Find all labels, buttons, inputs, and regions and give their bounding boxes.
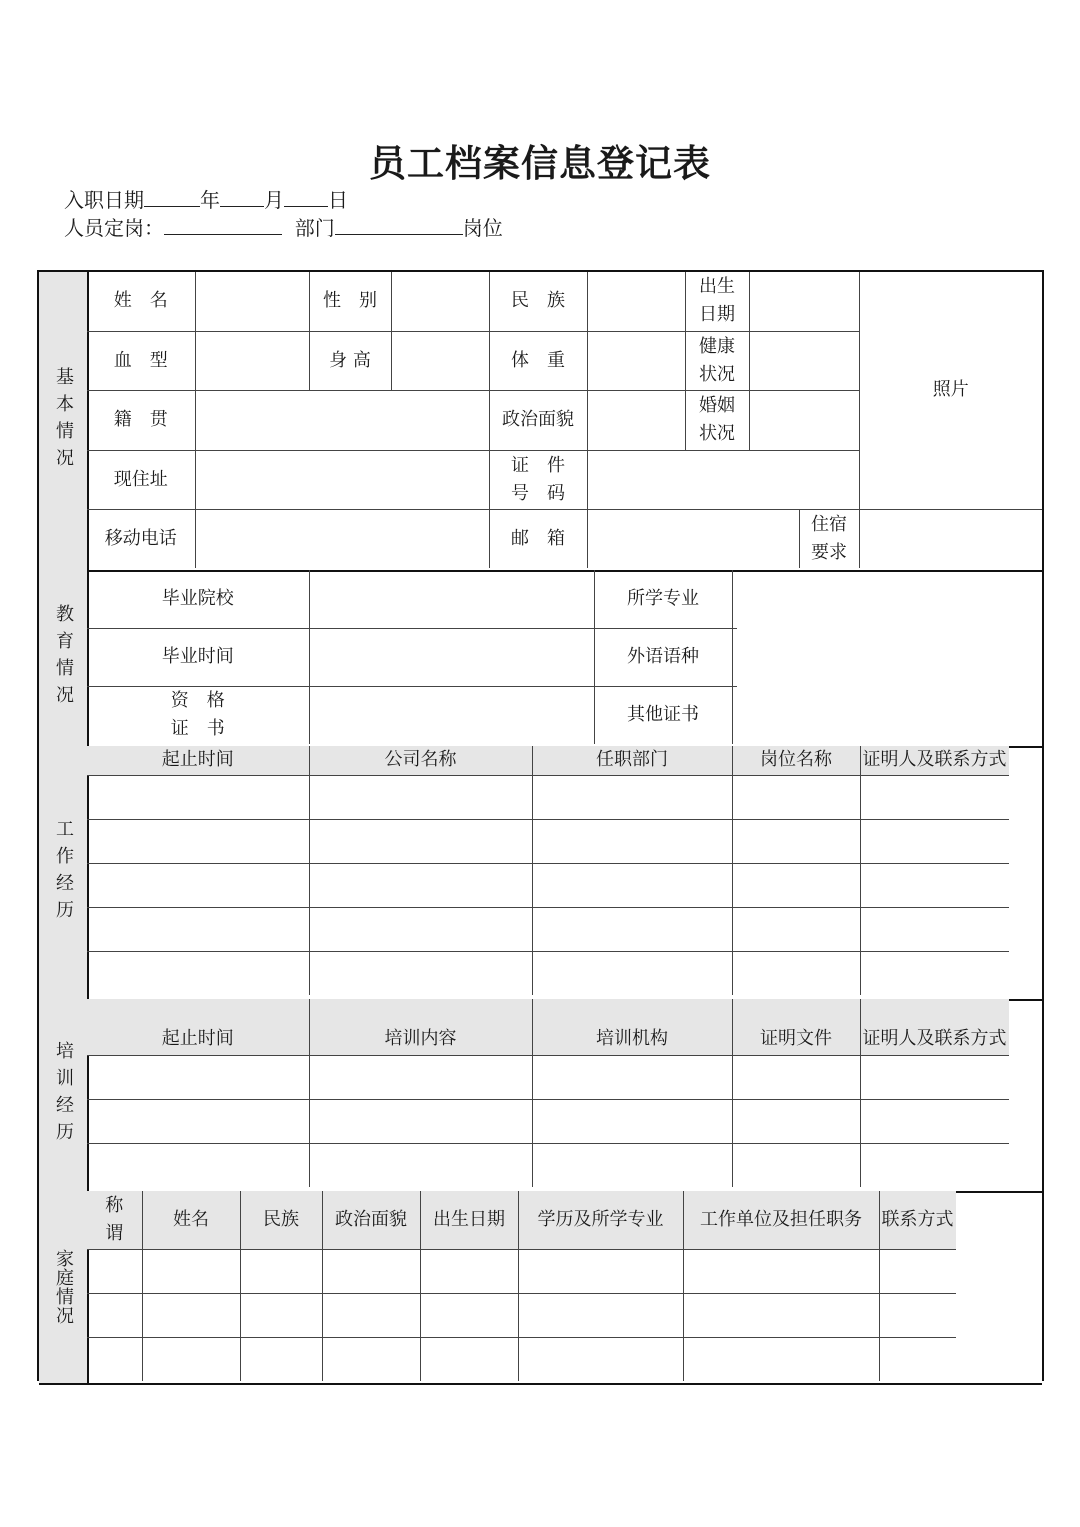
training-cell[interactable] <box>309 1099 532 1143</box>
birth-field[interactable] <box>749 272 859 331</box>
email-field[interactable] <box>587 509 799 568</box>
id-number-field[interactable] <box>587 450 859 509</box>
work-cell[interactable] <box>309 775 532 819</box>
school-label: 毕业院校 <box>87 570 309 628</box>
height-field[interactable] <box>391 331 489 390</box>
family-cell[interactable] <box>518 1249 683 1293</box>
assignment-blank[interactable] <box>164 214 282 235</box>
education-table <box>87 570 737 744</box>
family-cell[interactable] <box>322 1337 420 1381</box>
assignment-label: 人员定岗： <box>64 216 164 240</box>
dorm-label: 住宿要求 <box>799 509 859 568</box>
training-cell[interactable] <box>732 1055 860 1099</box>
training-cell[interactable] <box>87 1143 309 1187</box>
dept-blank[interactable] <box>335 214 463 235</box>
family-header: 出生日期 <box>420 1191 518 1249</box>
family-cell[interactable] <box>518 1337 683 1381</box>
birth-label: 出生日期 <box>685 272 749 331</box>
work-cell[interactable] <box>860 819 1009 863</box>
work-header: 公司名称 <box>309 746 532 775</box>
work-cell[interactable] <box>732 863 860 907</box>
major-label: 所学专业 <box>594 570 732 628</box>
language-field[interactable] <box>732 628 737 686</box>
family-cell[interactable] <box>322 1249 420 1293</box>
registration-form <box>37 270 1044 1381</box>
school-field[interactable] <box>309 570 594 628</box>
training-section-label: 培训经历 <box>39 999 89 1191</box>
work-cell[interactable] <box>532 819 732 863</box>
gender-label: 性 别 <box>309 272 391 331</box>
family-cell[interactable] <box>142 1337 240 1381</box>
work-cell[interactable] <box>87 819 309 863</box>
blood-label: 血 型 <box>87 331 195 390</box>
family-cell[interactable] <box>87 1337 142 1381</box>
training-header: 培训内容 <box>309 999 532 1055</box>
family-cell[interactable] <box>240 1337 322 1381</box>
table-row <box>87 951 1009 995</box>
basic-section-label: 基本情况 <box>39 272 89 570</box>
entry-date-line <box>64 186 348 214</box>
work-cell[interactable] <box>87 775 309 819</box>
table-row <box>87 1249 956 1293</box>
family-cell[interactable] <box>683 1293 879 1337</box>
work-cell[interactable] <box>309 951 532 995</box>
gender-field[interactable] <box>391 272 489 331</box>
work-section <box>39 746 1042 1001</box>
training-section <box>39 999 1042 1193</box>
training-header: 证明文件 <box>732 999 860 1055</box>
family-cell[interactable] <box>879 1293 956 1337</box>
family-cell[interactable] <box>240 1249 322 1293</box>
family-cell[interactable] <box>142 1293 240 1337</box>
basic-table <box>87 272 1042 568</box>
work-cell[interactable] <box>309 819 532 863</box>
height-label: 身 高 <box>309 331 391 390</box>
weight-label: 体 重 <box>489 331 587 390</box>
work-table <box>87 746 1009 995</box>
training-cell[interactable] <box>732 1143 860 1187</box>
work-cell[interactable] <box>532 775 732 819</box>
training-header: 起止时间 <box>87 999 309 1055</box>
family-cell[interactable] <box>240 1293 322 1337</box>
name-label: 姓 名 <box>87 272 195 331</box>
family-cell[interactable] <box>87 1249 142 1293</box>
family-cell[interactable] <box>87 1293 142 1337</box>
political-label: 政治面貌 <box>489 390 587 450</box>
table-row <box>87 1293 956 1337</box>
year-label: 年 <box>200 188 220 212</box>
family-header: 姓名 <box>142 1191 240 1249</box>
training-cell[interactable] <box>309 1055 532 1099</box>
family-section-label: 家庭情况 <box>39 1191 89 1383</box>
family-cell[interactable] <box>683 1337 879 1381</box>
work-header: 起止时间 <box>87 746 309 775</box>
family-header: 称谓 <box>87 1191 142 1249</box>
year-blank[interactable] <box>144 186 200 207</box>
form-title: 员工档案信息登记表 <box>369 141 711 185</box>
work-cell[interactable] <box>860 951 1009 995</box>
work-cell[interactable] <box>309 863 532 907</box>
day-label: 日 <box>328 188 348 212</box>
family-table <box>87 1191 956 1381</box>
family-cell[interactable] <box>420 1337 518 1381</box>
work-cell[interactable] <box>860 907 1009 951</box>
work-cell[interactable] <box>532 951 732 995</box>
family-section <box>39 1191 1042 1385</box>
family-cell[interactable] <box>518 1293 683 1337</box>
training-cell[interactable] <box>87 1055 309 1099</box>
family-header: 政治面貌 <box>322 1191 420 1249</box>
political-field[interactable] <box>587 390 685 450</box>
training-cell[interactable] <box>309 1143 532 1187</box>
family-header: 工作单位及担任职务 <box>683 1191 879 1249</box>
marital-label: 婚姻状况 <box>685 390 749 450</box>
ethnicity-label: 民 族 <box>489 272 587 331</box>
other-cert-field[interactable] <box>732 686 737 744</box>
training-table <box>87 999 1009 1187</box>
language-label: 外语语种 <box>594 628 732 686</box>
month-label: 月 <box>264 188 284 212</box>
photo-box[interactable]: 照片 <box>859 272 1042 509</box>
work-cell[interactable] <box>87 907 309 951</box>
table-row <box>87 1055 1009 1099</box>
training-header: 证明人及联系方式 <box>860 999 1009 1055</box>
work-cell[interactable] <box>860 775 1009 819</box>
basic-section <box>39 272 1042 572</box>
work-header: 证明人及联系方式 <box>860 746 1009 775</box>
table-row <box>87 775 1009 819</box>
blood-field[interactable] <box>195 331 309 390</box>
training-header: 培训机构 <box>532 999 732 1055</box>
education-section-label: 教育情况 <box>39 570 89 746</box>
table-row <box>87 907 1009 951</box>
ethnicity-field[interactable] <box>587 272 685 331</box>
training-cell[interactable] <box>532 1143 732 1187</box>
training-cell[interactable] <box>532 1099 732 1143</box>
work-cell[interactable] <box>87 951 309 995</box>
work-header: 岗位名称 <box>732 746 860 775</box>
family-header: 民族 <box>240 1191 322 1249</box>
training-cell[interactable] <box>87 1099 309 1143</box>
other-cert-label: 其他证书 <box>594 686 732 744</box>
family-header: 学历及所学专业 <box>518 1191 683 1249</box>
entry-date-label: 入职日期 <box>64 188 144 212</box>
address-label: 现住址 <box>87 450 195 509</box>
cert-label: 资 格证 书 <box>87 686 309 744</box>
training-cell[interactable] <box>860 1143 1009 1187</box>
mobile-field[interactable] <box>195 509 489 568</box>
family-cell[interactable] <box>420 1293 518 1337</box>
position-label: 岗位 <box>462 216 503 240</box>
work-cell[interactable] <box>309 907 532 951</box>
work-cell[interactable] <box>732 951 860 995</box>
major-field[interactable] <box>732 570 737 628</box>
table-row <box>87 1337 956 1381</box>
day-blank[interactable] <box>284 186 328 207</box>
grad-time-field[interactable] <box>309 628 594 686</box>
work-section-label: 工作经历 <box>39 746 89 999</box>
dorm-field[interactable] <box>859 509 1042 568</box>
work-cell[interactable] <box>732 775 860 819</box>
address-field[interactable] <box>195 450 489 509</box>
training-cell[interactable] <box>732 1099 860 1143</box>
work-cell[interactable] <box>732 819 860 863</box>
family-cell[interactable] <box>142 1249 240 1293</box>
email-label: 邮 箱 <box>489 509 587 568</box>
name-field[interactable] <box>195 272 309 331</box>
training-cell[interactable] <box>532 1055 732 1099</box>
cert-field[interactable] <box>309 686 594 744</box>
table-row <box>87 863 1009 907</box>
health-label: 健康状况 <box>685 331 749 390</box>
training-cell[interactable] <box>860 1099 1009 1143</box>
family-cell[interactable] <box>420 1249 518 1293</box>
origin-field[interactable] <box>195 390 489 450</box>
marital-field[interactable] <box>749 390 859 450</box>
work-cell[interactable] <box>532 863 732 907</box>
origin-label: 籍 贯 <box>87 390 195 450</box>
dept-label: 部门 <box>294 216 335 240</box>
family-cell[interactable] <box>879 1337 956 1381</box>
work-header: 任职部门 <box>532 746 732 775</box>
family-header: 联系方式 <box>879 1191 956 1249</box>
education-section <box>39 570 1042 748</box>
grad-time-label: 毕业时间 <box>87 628 309 686</box>
table-row <box>87 1099 1009 1143</box>
weight-field[interactable] <box>587 331 685 390</box>
work-cell[interactable] <box>532 907 732 951</box>
work-cell[interactable] <box>732 907 860 951</box>
health-field[interactable] <box>749 331 859 390</box>
table-row <box>87 1143 1009 1187</box>
training-cell[interactable] <box>860 1055 1009 1099</box>
month-blank[interactable] <box>220 186 264 207</box>
assignment-line <box>64 214 503 242</box>
id-number-label: 证 件号 码 <box>489 450 587 509</box>
work-cell[interactable] <box>87 863 309 907</box>
family-cell[interactable] <box>683 1249 879 1293</box>
table-row <box>87 819 1009 863</box>
work-cell[interactable] <box>860 863 1009 907</box>
family-cell[interactable] <box>879 1249 956 1293</box>
family-cell[interactable] <box>322 1293 420 1337</box>
mobile-label: 移动电话 <box>87 509 195 568</box>
